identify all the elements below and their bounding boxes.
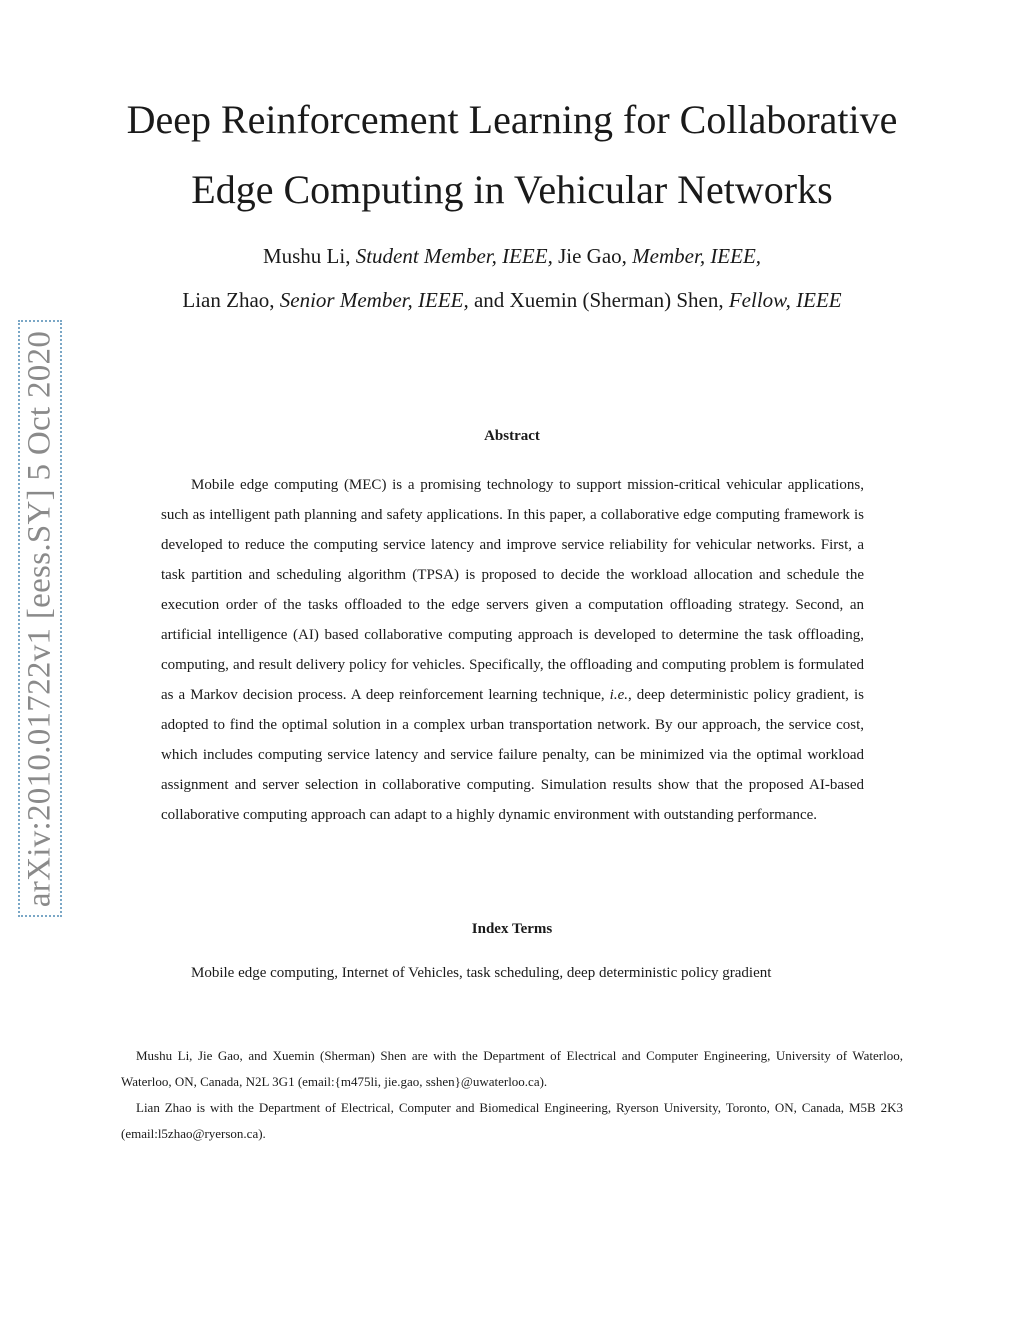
footnote-affiliation-2: Lian Zhao is with the Department of Electrical, Computer and Biomedical Engineering, Ryerson University, Toronto, ON, Canada, M5B 2K3 (email:l5zhao@ryerson.ca). [121, 1100, 903, 1141]
abstract-text-part-2: , deep deterministic policy gradient, is adopted to find the optimal solution in a complex urban transportation network. By our approach, the service cost, which includes computing service latency and service failure penalty, can be minimized via the optimal workload assignment and server selection in collaborative computing. Simulation results show that the proposed AI-based collaborative computing approach can adapt to a highly dynamic environment with outstanding performance. [161, 687, 864, 823]
author-role: Member, IEEE, [632, 244, 762, 268]
author-line-2 [0, 290, 1024, 311]
index-terms-text: Mobile edge computing, Internet of Vehicles, task scheduling, deep deterministic policy gradient [191, 965, 772, 981]
paper-title-line-1: Deep Reinforcement Learning for Collaborative [126, 97, 898, 142]
abstract-text [161, 470, 864, 830]
arxiv-stamp-text: arXiv:2010.01722v1 [eess.SY] 5 Oct 2020 [21, 330, 58, 907]
paper-title-line-2: Edge Computing in Vehicular Networks [191, 167, 833, 212]
abstract-heading: Abstract [484, 428, 540, 444]
footnote-affiliation-1: Mushu Li, Jie Gao, and Xuemin (Sherman) Shen are with the Department of Electrical and Computer Engineering, University of Waterloo, Waterloo, ON, Canada, N2L 3G1 (email:{m475li, jie.gao, sshen}@uwaterloo.ca). [121, 1048, 903, 1089]
abstract-text-part-1: Mobile edge computing (MEC) is a promising technology to support mission-critical vehicular applications, such as intelligent path planning and safety applications. In this paper, a collaborative edge computing framework is developed to reduce the computing service latency and improve service reliability for vehicular networks. First, a task partition and scheduling algorithm (TPSA) is proposed to decide the workload allocation and schedule the execution order of the tasks offloaded to the edge servers given a computation offloading strategy. Second, an artificial intelligence (AI) based collaborative computing approach is developed to determine the task offloading, computing, and result delivery policy for vehicles. Specifically, the offloading and computing problem is formulated as a Markov decision process. A deep reinforcement learning technique, [161, 477, 864, 703]
author-name: Lian Zhao, [182, 288, 275, 312]
author-role: Student Member, IEEE, [355, 244, 553, 268]
author-role: Senior Member, IEEE, [279, 288, 469, 312]
arxiv-stamp [18, 320, 62, 917]
author-name: and Xuemin (Sherman) Shen, [473, 288, 724, 312]
author-name: Mushu Li, [262, 244, 351, 268]
abstract-ie: i.e. [609, 687, 628, 703]
index-terms-heading: Index Terms [471, 921, 553, 937]
author-role: Fellow, IEEE [728, 288, 842, 312]
author-line-1 [0, 246, 1024, 267]
author-name: Jie Gao, [558, 244, 627, 268]
